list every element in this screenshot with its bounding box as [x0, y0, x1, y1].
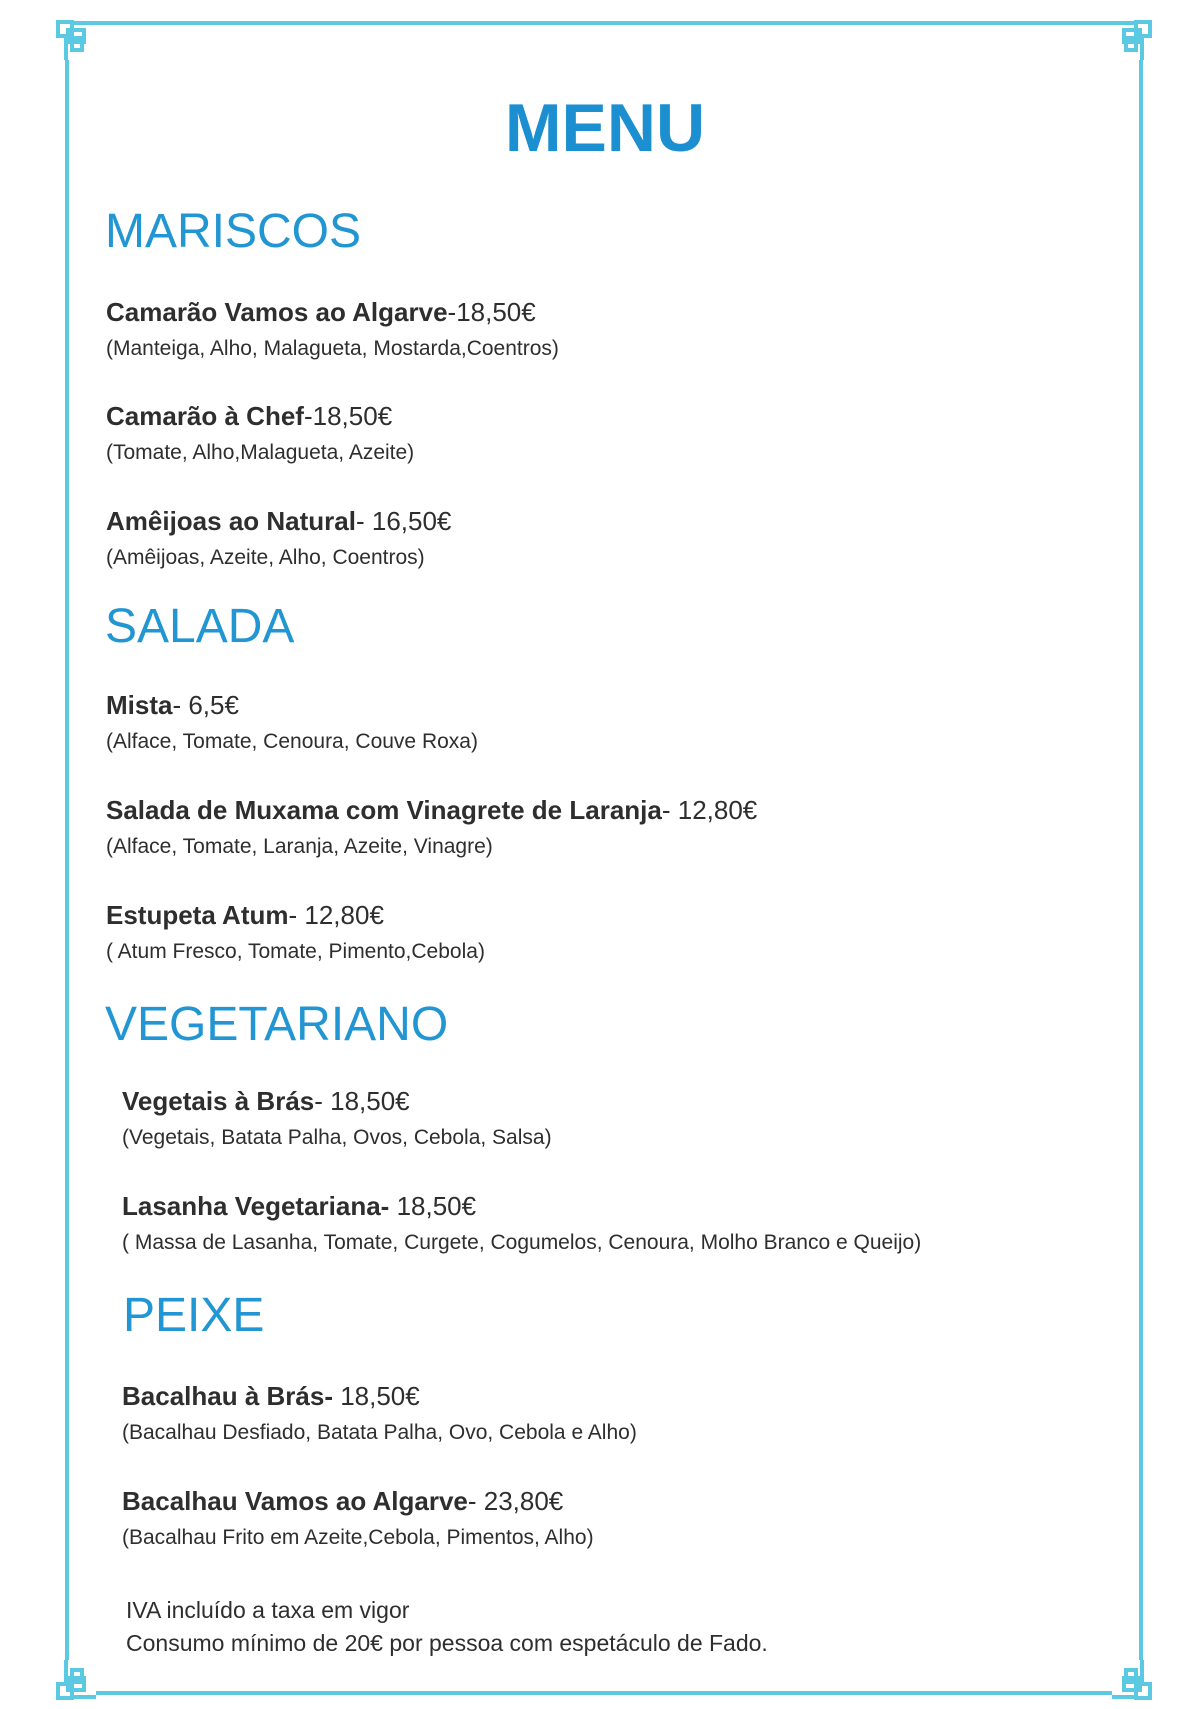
menu-item [106, 899, 485, 965]
item-name: Camarão à Chef [106, 401, 304, 431]
item-name: Amêijoas ao Natural [106, 506, 356, 536]
corner-knot-icon [52, 16, 96, 60]
item-price: 18,50€ [389, 1191, 477, 1221]
section-heading-mariscos: MARISCOS [105, 205, 362, 258]
item-price: - 6,5€ [172, 690, 239, 720]
item-description: (Alface, Tomate, Cenoura, Couve Roxa) [106, 730, 478, 753]
menu-item [106, 296, 559, 362]
minimum-consumption-note: Consumo mínimo de 20€ por pessoa com espetáculo de Fado. [126, 1630, 768, 1656]
menu-item [122, 1380, 637, 1446]
section-heading-vegetariano: VEGETARIANO [105, 998, 449, 1051]
item-price: -18,50€ [447, 297, 536, 327]
item-description: ( Massa de Lasanha, Tomate, Curgete, Cogumelos, Cenoura, Molho Branco e Queijo) [122, 1231, 922, 1254]
item-name: Lasanha Vegetariana- [122, 1191, 390, 1221]
item-description: (Alface, Tomate, Laranja, Azeite, Vinagre) [106, 835, 493, 858]
item-name: Salada de Muxama com Vinagrete de Laranja [106, 795, 662, 825]
item-name: Bacalhau Vamos ao Algarve [122, 1486, 468, 1516]
footer-notes [126, 1594, 768, 1660]
item-description: (Bacalhau Frito em Azeite,Cebola, Pimentos, Alho) [122, 1526, 594, 1549]
item-description: (Manteiga, Alho, Malagueta, Mostarda,Coentros) [106, 337, 559, 360]
menu-item [106, 505, 451, 571]
item-name: Mista [106, 690, 173, 720]
item-price: - 12,80€ [288, 900, 384, 930]
item-name: Camarão Vamos ao Algarve [106, 297, 448, 327]
item-description: (Vegetais, Batata Palha, Ovos, Cebola, Salsa) [122, 1126, 552, 1149]
section-heading-peixe: PEIXE [123, 1289, 265, 1342]
corner-knot-icon [1112, 1660, 1156, 1704]
item-description: ( Atum Fresco, Tomate, Pimento,Cebola) [106, 940, 485, 963]
item-name: Bacalhau à Brás- [122, 1381, 333, 1411]
section-heading-salada: SALADA [105, 600, 295, 653]
item-description: (Amêijoas, Azeite, Alho, Coentros) [106, 546, 425, 569]
menu-item [122, 1085, 552, 1151]
item-name: Estupeta Atum [106, 900, 289, 930]
menu-item [106, 400, 414, 466]
item-price: - 23,80€ [467, 1486, 564, 1516]
menu-item [106, 794, 757, 860]
item-description: (Tomate, Alho,Malagueta, Azeite) [106, 441, 415, 464]
menu-item [106, 689, 478, 755]
menu-title: MENU [504, 90, 706, 166]
corner-knot-icon [52, 1660, 96, 1704]
item-price: - 16,50€ [355, 506, 452, 536]
menu-item [122, 1485, 594, 1551]
corner-knot-icon [1112, 16, 1156, 60]
item-price: - 18,50€ [314, 1086, 410, 1116]
item-price: - 12,80€ [661, 795, 758, 825]
menu-item [122, 1190, 921, 1256]
item-price: 18,50€ [332, 1381, 420, 1411]
tax-note: IVA incluído a taxa em vigor [126, 1597, 410, 1623]
item-price: -18,50€ [303, 401, 393, 431]
item-description: (Bacalhau Desfiado, Batata Palha, Ovo, Cebola e Alho) [122, 1421, 637, 1444]
item-name: Vegetais à Brás [122, 1086, 315, 1116]
